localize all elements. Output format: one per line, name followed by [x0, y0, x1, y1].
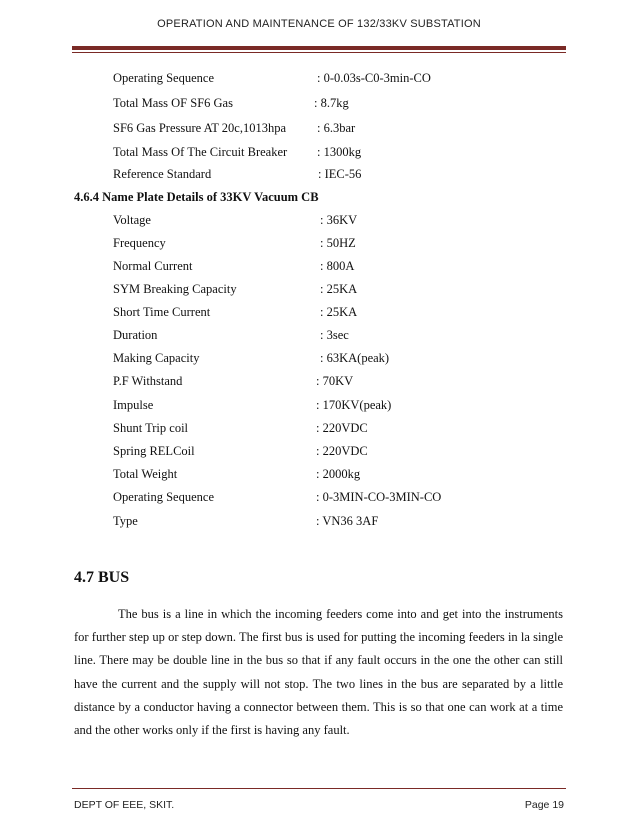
spec-label: Impulse	[113, 398, 154, 412]
spec-label: Frequency	[113, 236, 166, 250]
spec-value: : IEC-56	[318, 167, 362, 181]
spec-label: Making Capacity	[113, 351, 200, 365]
spec-value: : 36KV	[320, 213, 358, 227]
spec-value: : 170KV(peak)	[316, 398, 392, 412]
spec-value: : 25KA	[320, 305, 358, 319]
spec-label: SYM Breaking Capacity	[113, 282, 237, 296]
page-header-title: OPERATION AND MAINTENANCE OF 132/33KV SUBSTATION	[157, 18, 481, 30]
spec-label: SF6 Gas Pressure AT 20c,1013hpa	[113, 121, 287, 135]
spec-value: : 800A	[320, 259, 355, 273]
header-rule-thin	[72, 52, 566, 53]
spec-value: : 25KA	[320, 282, 358, 296]
spec-value: : 220VDC	[316, 444, 368, 458]
spec-value: : 3sec	[320, 328, 349, 342]
body-paragraph	[74, 603, 563, 742]
spec-label: Spring RELCoil	[113, 444, 195, 458]
spec-value: : 70KV	[316, 374, 354, 388]
spec-value: : 8.7kg	[314, 96, 349, 110]
section-heading-4-6-4: 4.6.4 Name Plate Details of 33KV Vacuum CB	[74, 190, 319, 204]
spec-label: Short Time Current	[113, 305, 211, 319]
section-heading-4-7: 4.7 BUS	[74, 569, 130, 586]
spec-label: Operating Sequence	[113, 490, 215, 504]
spec-label: Total Mass OF SF6 Gas	[113, 96, 233, 110]
spec-value: : 63KA(peak)	[320, 351, 390, 365]
footer-department: DEPT OF EEE, SKIT.	[74, 799, 175, 811]
spec-value: : 220VDC	[316, 421, 368, 435]
spec-value: : VN36 3AF	[316, 514, 379, 528]
header-rule	[72, 46, 566, 50]
spec-label: Reference Standard	[113, 167, 212, 181]
spec-label: Normal Current	[113, 259, 193, 273]
footer-rule	[72, 788, 566, 789]
spec-label: P.F Withstand	[113, 374, 183, 388]
spec-label: Voltage	[113, 213, 151, 227]
spec-label: Type	[113, 514, 138, 528]
spec-label: Operating Sequence	[113, 71, 215, 85]
spec-label: Total Weight	[113, 467, 178, 481]
spec-label: Duration	[113, 328, 158, 342]
spec-value: : 0-0.03s-C0-3min-CO	[317, 71, 431, 85]
spec-label: Total Mass Of The Circuit Breaker	[113, 145, 288, 159]
spec-value: : 1300kg	[317, 145, 362, 159]
paragraph-text: The bus is a line in which the incoming feeders come into and get into the instruments for further step up or step down. The first bus is used for putting the incoming feeders in la single line. There may be double line in the bus so that if any fault occurs in the one the other can still have the current and the supply will not stop. The two lines in the bus are separated by a little distance by a conductor having a connector between them. This is so that one can work at a time and the other works only if the first is having any fault.	[74, 607, 563, 738]
footer-page-number: Page 19	[524, 799, 564, 811]
spec-value: : 0-3MIN-CO-3MIN-CO	[316, 490, 442, 504]
spec-value: : 50HZ	[320, 236, 356, 250]
spec-value: : 2000kg	[316, 467, 361, 481]
spec-value: : 6.3bar	[317, 121, 356, 135]
spec-label: Shunt Trip coil	[113, 421, 189, 435]
